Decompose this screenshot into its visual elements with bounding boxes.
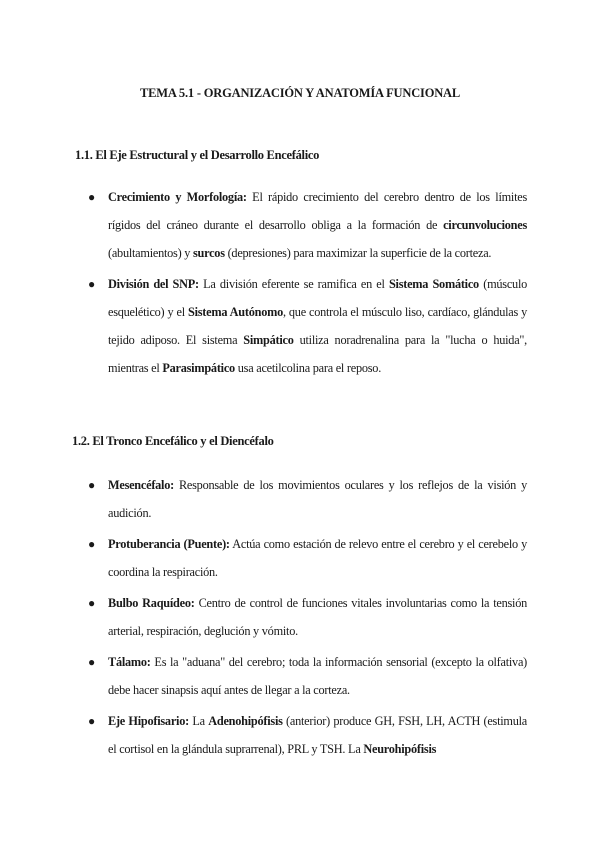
list-item (88, 270, 527, 382)
item-text: El rápido crecimiento del cerebro dentro de los límites rígidos del cráneo durante el desarrollo obliga a la formación de (108, 190, 527, 232)
item-bold-text: Sistema Somático (388, 277, 479, 291)
document-title: TEMA 5.1 - ORGANIZACIÓN Y ANATOMÍA FUNCIONAL (139, 86, 461, 100)
item-bold-text: Parasimpático (162, 361, 235, 375)
item-term: Protuberancia (Puente): (108, 537, 230, 551)
item-term: Tálamo: (108, 655, 151, 669)
list-item (88, 530, 527, 586)
item-term: Crecimiento y Morfología: (108, 190, 247, 204)
item-text: Es la "aduana" del cerebro; toda la información sensorial (excepto la olfativa) debe hacer sinapsis aquí antes de llegar a la corteza. (108, 655, 527, 697)
bullet-icon: ● (88, 655, 95, 669)
item-term: Bulbo Raquídeo: (108, 596, 195, 610)
bullet-icon: ● (88, 537, 95, 551)
item-bold-text: surcos (192, 246, 225, 260)
item-text: Actúa como estación de relevo entre el cerebro y el cerebelo y coordina la respiración. (108, 537, 527, 579)
list-item (88, 183, 527, 267)
list-item (88, 589, 527, 645)
item-bold-text: Sistema Autónomo (187, 305, 283, 319)
section-heading-1-1: 1.1. El Eje Estructural y el Desarrollo Encefálico (75, 148, 320, 162)
item-term: División del SNP: (108, 277, 199, 291)
bullet-icon: ● (88, 714, 95, 728)
item-text: La división eferente se ramifica en el (198, 277, 389, 291)
item-bold-text: circunvoluciones (443, 218, 527, 232)
item-bold-text: Adenohipófisis (208, 714, 283, 728)
item-text: (depresiones) para maximizar la superficie de la corteza. (224, 246, 492, 260)
list-item (88, 648, 527, 704)
item-text: Centro de control de funciones vitales involuntarias como la tensión arterial, respiración, deglución y vómito. (108, 596, 527, 638)
item-text: (abultamientos) y (108, 246, 193, 260)
item-text: (anterior) produce GH, FSH, LH, ACTH (estimula el cortisol en la glándula suprarrenal), PRL y TSH. La (108, 714, 527, 756)
item-bold-text: Simpático (243, 333, 294, 347)
bullet-icon: ● (88, 190, 95, 204)
item-text: usa acetilcolina para el reposo. (234, 361, 382, 375)
item-term: Eje Hipofisario: (108, 714, 189, 728)
item-text: La (188, 714, 209, 728)
bullet-icon: ● (88, 478, 95, 492)
item-text: utiliza noradrenalina para la "lucha o huida", mientras el (108, 333, 527, 375)
bullet-list-section-1-2 (88, 471, 527, 766)
item-text: Responsable de los movimientos oculares y los reflejos de la visión y audición. (108, 478, 527, 520)
item-text: , que controla el músculo liso, cardíaco, glándulas y tejido adiposo. El sistema (108, 305, 527, 347)
item-text: (músculo esquelético) y el (108, 277, 528, 319)
list-item (88, 707, 527, 763)
item-term: Mesencéfalo: (108, 478, 174, 492)
bullet-icon: ● (88, 596, 95, 610)
list-item (88, 471, 527, 527)
section-heading-1-2: 1.2. El Tronco Encefálico y el Diencéfalo (72, 434, 274, 448)
item-bold-text: Neurohipófisis (363, 742, 437, 756)
bullet-icon: ● (88, 277, 95, 291)
bullet-list-section-1-1 (88, 183, 527, 385)
